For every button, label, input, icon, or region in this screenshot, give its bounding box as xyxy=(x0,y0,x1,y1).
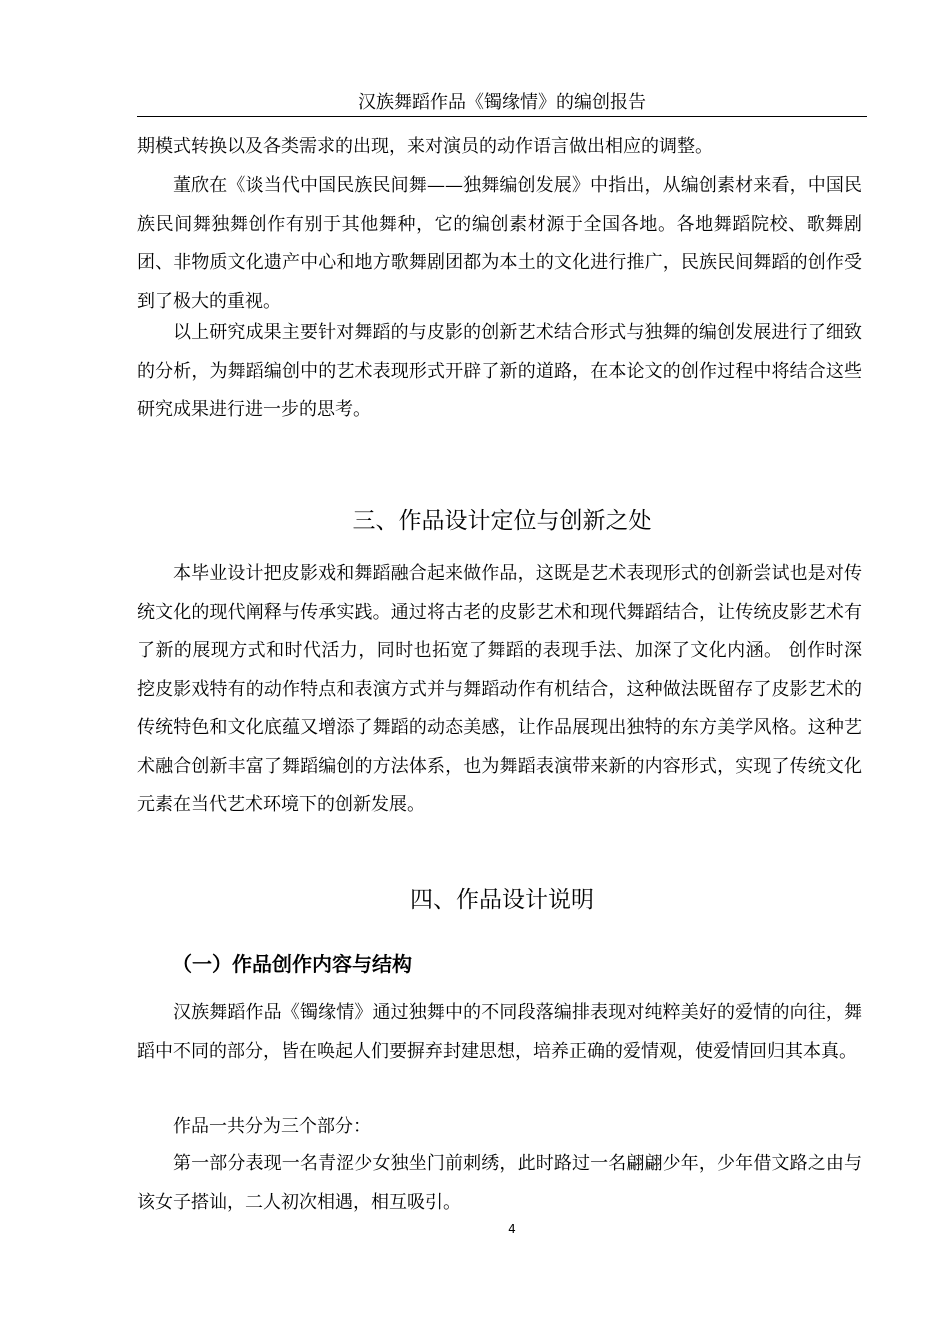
paragraph-design-positioning: 本毕业设计把皮影戏和舞蹈融合起来做作品，这既是艺术表现形式的创新尝试也是对传统文化的现代阐释与传承实践。通过将古老的皮影艺术和现代舞蹈结合，让传统皮影艺术有了新的展现方式和时代活力，同时也拓宽了舞蹈的表现手法、加深了文化内涵。 创作时深挖皮影戏特有的动作特点和表演方式并与舞蹈动作有机结合，这种做法既留存了皮影艺术的传统特色和文化底蕴又增添了舞蹈的动态美感，让作品展现出独特的东方美学风格。这种艺术融合创新丰富了舞蹈编创的方法体系，也为舞蹈表演带来新的内容形式，实现了传统文化元素在当代艺术环境下的创新发展。 xyxy=(137,563,862,815)
section-heading-3: 三、作品设计定位与创新之处 xyxy=(352,508,652,534)
paragraph-dong-xin: 董欣在《谈当代中国民族民间舞——独舞编创发展》中指出，从编创素材来看，中国民族民间舞独舞创作有别于其他舞种，它的编创素材源于全国各地。各地舞蹈院校、歌舞剧团、非物质文化遗产中心和地方歌舞剧团都为本土的文化进行推广，民族民间舞蹈的创作受到了极大的重视。 xyxy=(137,175,862,312)
paragraph-research-summary: 以上研究成果主要针对舞蹈的与皮影的创新艺术结合形式与独舞的编创发展进行了细致的分析，为舞蹈编创中的艺术表现形式开辟了新的道路，在本论文的创作过程中将结合这些研究成果进行进一步的思考。 xyxy=(137,322,862,420)
paragraph-work-overview: 汉族舞蹈作品《镯缘情》通过独舞中的不同段落编排表现对纯粹美好的爱情的向往，舞蹈中不同的部分，皆在唤起人们要摒弃封建思想，培养正确的爱情观，使爱情回归其本真。 xyxy=(137,1002,862,1062)
paragraph-continued: 期模式转换以及各类需求的出现，来对演员的动作语言做出相应的调整。 xyxy=(137,136,713,157)
header-rule xyxy=(137,116,867,117)
running-header: 汉族舞蹈作品《镯缘情》的编创报告 xyxy=(358,92,646,113)
paragraph-part-one: 第一部分表现一名青涩少女独坐门前刺绣，此时路过一名翩翩少年，少年借文路之由与该女子搭讪，二人初次相遇，相互吸引。 xyxy=(137,1153,862,1213)
section-heading-4: 四、作品设计说明 xyxy=(410,887,594,913)
page-number: 4 xyxy=(508,1222,516,1236)
paragraph-three-parts: 作品一共分为三个部分： xyxy=(173,1116,371,1137)
subsection-heading-1: （一）作品创作内容与结构 xyxy=(172,952,412,976)
